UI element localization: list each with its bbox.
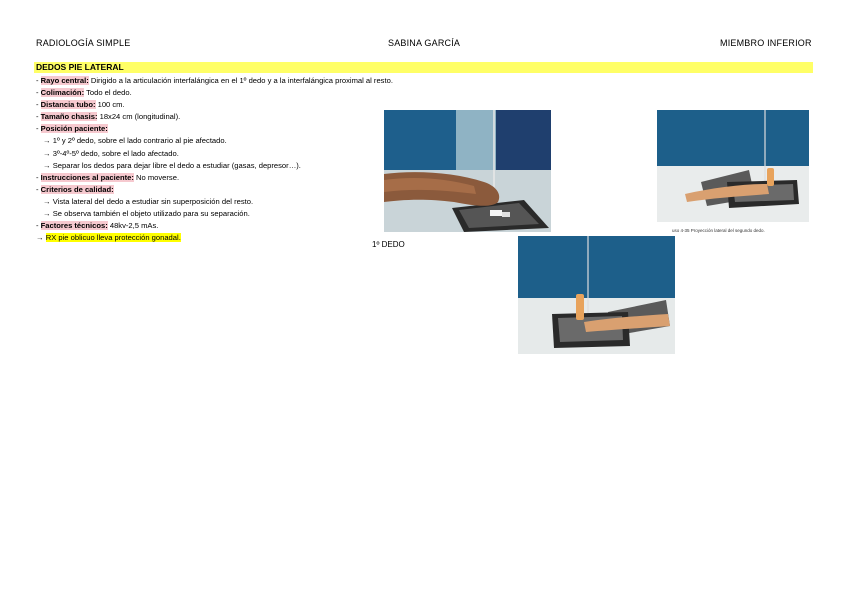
arrow-icon: → bbox=[43, 196, 51, 206]
instrucciones-line: - Instrucciones al paciente: No moverse. bbox=[36, 172, 180, 182]
photo-first-toe bbox=[384, 110, 551, 232]
section-title: DEDOS PIE LATERAL bbox=[36, 62, 124, 72]
header-right: MIEMBRO INFERIOR bbox=[720, 38, 812, 48]
criterios-label: Criterios de calidad: bbox=[40, 184, 114, 194]
arrow-icon: → bbox=[43, 209, 51, 219]
header-center: SABINA GARCÍA bbox=[388, 38, 461, 48]
tamano-text: 18x24 cm (longitudinal). bbox=[97, 112, 181, 122]
instrucciones-label: Instrucciones al paciente: bbox=[40, 172, 134, 182]
distancia-line: - Distancia tubo: 100 cm. bbox=[36, 100, 125, 110]
note-line bbox=[36, 232, 496, 244]
section-highlight-bar bbox=[34, 62, 813, 73]
arrow-icon: → bbox=[43, 160, 51, 170]
photo-toe-lateral-3 bbox=[518, 236, 675, 354]
factores-line: - Factores técnicos: 48kv-2,5 mAs. bbox=[36, 221, 159, 231]
factores-label: Factores técnicos: bbox=[40, 221, 108, 231]
tamano-line: - Tamaño chasis: 18x24 cm (longitudinal). bbox=[36, 112, 181, 122]
posicion-item-text: 1º y 2º dedo, sobre el lado contrario al pie afectado. bbox=[52, 136, 227, 146]
rayo-central-line: - Rayo central: Dirigido a la articulación interfalángica en el 1º dedo y a la interfalángica proximal al resto. bbox=[36, 76, 393, 85]
criterios-item-text: Se observa también el objeto utilizado para su separación. bbox=[52, 209, 250, 219]
posicion-item-text: Separar los dedos para dejar libre el dedo a estudiar (gasas, depresor…). bbox=[52, 160, 301, 170]
distancia-label: Distancia tubo: bbox=[40, 100, 96, 110]
header-left: RADIOLOGÍA SIMPLE bbox=[36, 38, 131, 48]
gonadal-note: RX pie oblicuo lleva protección gonadal. bbox=[45, 233, 181, 243]
criterios-line: - Criterios de calidad: bbox=[36, 184, 114, 194]
criterios-item-text: Vista lateral del dedo a estudiar sin superposición del resto. bbox=[52, 196, 254, 206]
posicion-label: Posición paciente: bbox=[40, 124, 108, 134]
arrow-icon: → bbox=[43, 148, 51, 158]
figure-caption: uso 4-35 Proyección lateral del segundo dedo. bbox=[672, 228, 765, 233]
colimacion-line: - Colimación: Todo el dedo. bbox=[36, 88, 132, 98]
tamano-label: Tamaño chasis: bbox=[40, 112, 98, 122]
posicion-line: - Posición paciente: bbox=[36, 124, 108, 134]
arrow-icon: → bbox=[43, 136, 51, 146]
rayo-central-label: Rayo central: bbox=[40, 76, 89, 85]
first-toe-label: 1º DEDO bbox=[372, 240, 405, 249]
arrow-icon: → bbox=[36, 233, 44, 243]
colimacion-label: Colimación: bbox=[40, 88, 85, 98]
colimacion-text: Todo el dedo. bbox=[84, 88, 132, 98]
distancia-text: 100 cm. bbox=[95, 100, 125, 110]
factores-text: 48kv-2,5 mAs. bbox=[107, 221, 159, 231]
rayo-central-text: Dirigido a la articulación interfalángica en el 1º dedo y a la interfalángica proximal al resto. bbox=[88, 76, 393, 85]
posicion-item-text: 3º-4º-5º dedo, sobre el lado afectado. bbox=[52, 148, 179, 158]
photo-second-toe bbox=[657, 110, 809, 222]
instrucciones-text: No moverse. bbox=[133, 172, 180, 182]
